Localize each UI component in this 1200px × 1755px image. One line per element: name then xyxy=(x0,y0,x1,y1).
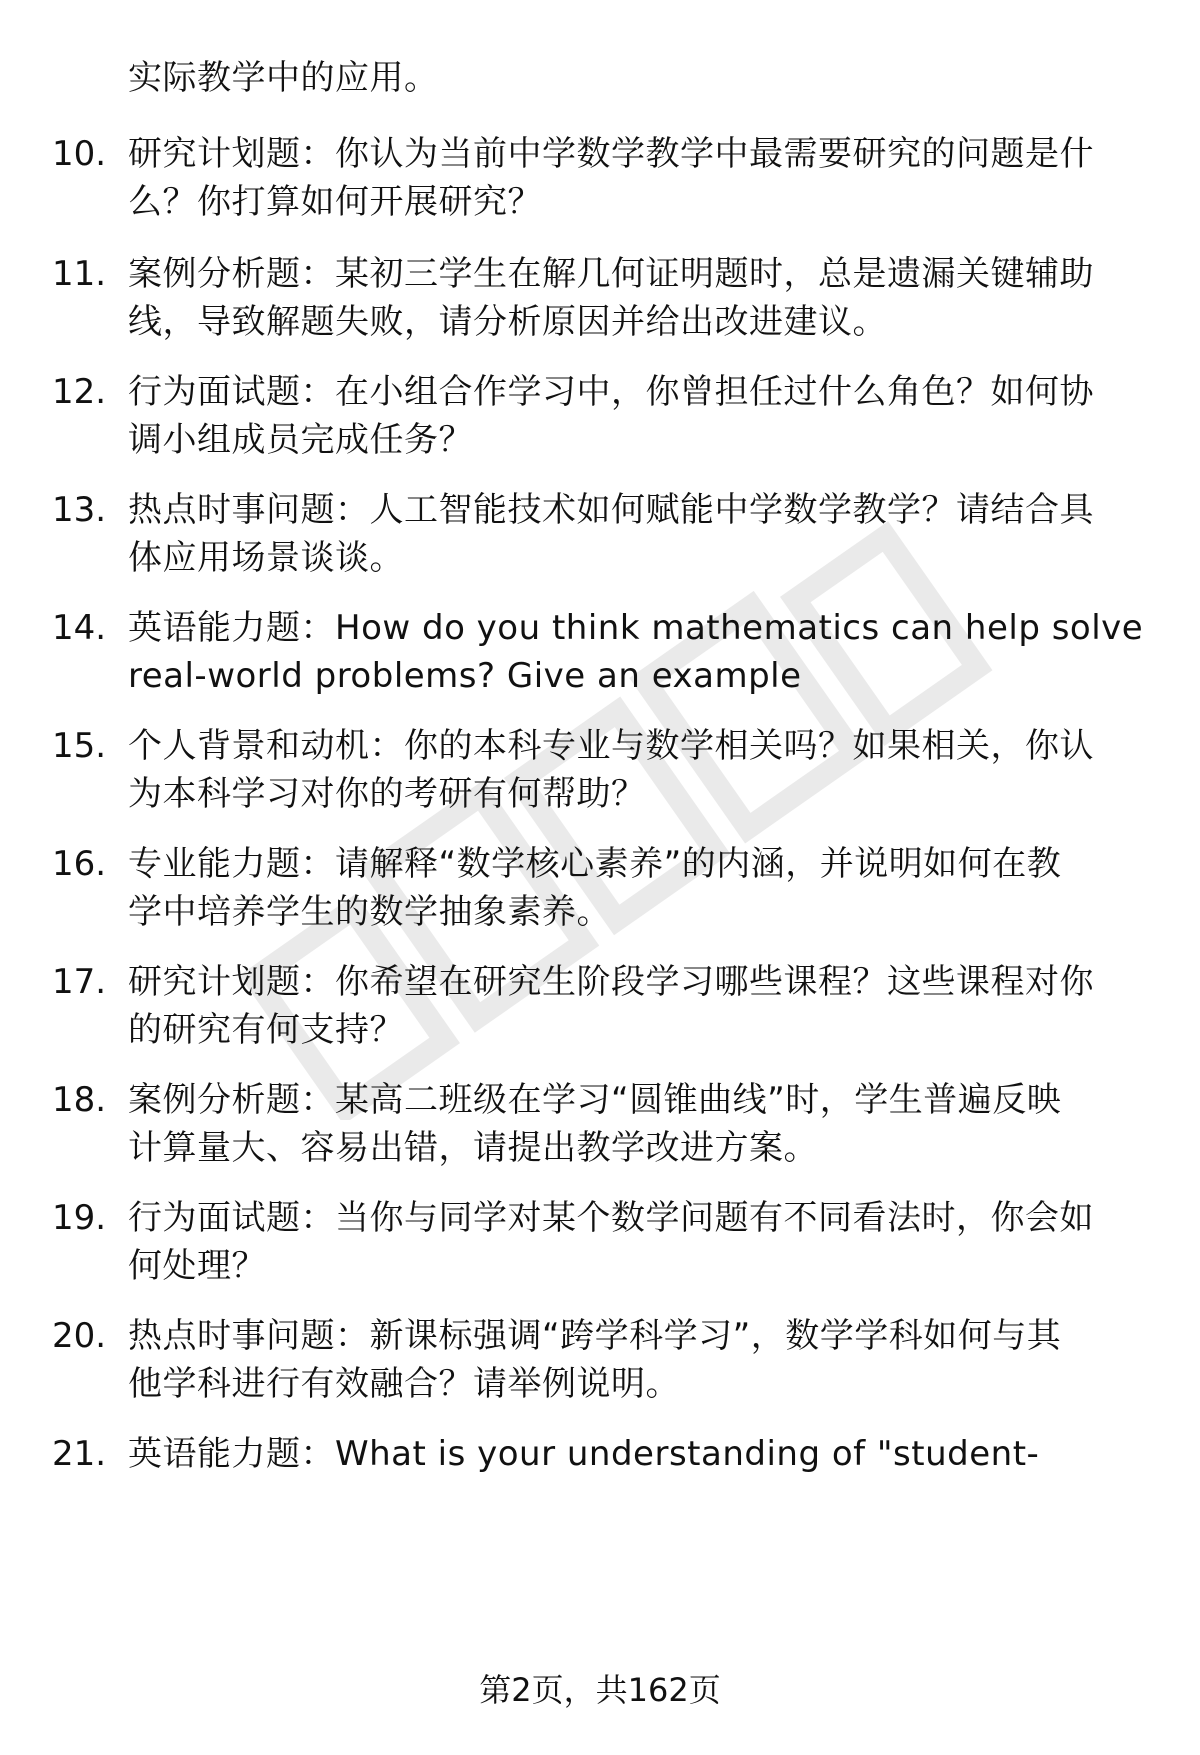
item-text-line: 研究计划题：你认为当前中学数学教学中最需要研究的问题是什 xyxy=(128,134,1094,174)
list-item-12 xyxy=(0,368,1200,464)
item-number: 10. xyxy=(52,134,107,174)
item-text-line: 线，导致解题失败，请分析原因并给出改进建议。 xyxy=(128,302,887,342)
item-text-line: 热点时事问题：人工智能技术如何赋能中学数学教学？请结合具 xyxy=(128,490,1094,530)
list-item-18 xyxy=(0,1076,1200,1172)
item-number: 14. xyxy=(52,608,107,648)
list-item-15 xyxy=(0,722,1200,818)
item-text-line: 的研究有何支持？ xyxy=(128,1010,404,1050)
item-text-line: 个人背景和动机：你的本科专业与数学相关吗？如果相关，你认 xyxy=(128,726,1094,766)
list-item-21 xyxy=(0,1430,1200,1478)
item-number: 21. xyxy=(52,1434,107,1474)
intro-continuation-text: 实际教学中的应用。 xyxy=(128,58,439,98)
item-text-line: 热点时事问题：新课标强调“跨学科学习”，数学学科如何与其 xyxy=(128,1316,1062,1356)
item-text-line: 为本科学习对你的考研有何帮助？ xyxy=(128,774,646,814)
list-item-13 xyxy=(0,486,1200,582)
item-text-line: 行为面试题：在小组合作学习中，你曾担任过什么角色？如何协 xyxy=(128,372,1094,412)
item-text-line: 英语能力题：How do you think mathematics can help solve xyxy=(128,608,1144,648)
list-item-10 xyxy=(0,130,1200,226)
item-text-line: 行为面试题：当你与同学对某个数学问题有不同看法时，你会如 xyxy=(128,1198,1094,1238)
item-text-line: 英语能力题：What is your understanding of "student- xyxy=(128,1434,1040,1474)
item-number: 18. xyxy=(52,1080,107,1120)
list-item-17 xyxy=(0,958,1200,1054)
item-text-line: 他学科进行有效融合？请举例说明。 xyxy=(128,1364,680,1404)
page-footer: 第2页，共162页 xyxy=(479,1671,721,1709)
item-text-line: 么？你打算如何开展研究？ xyxy=(128,182,542,222)
list-item-19 xyxy=(0,1194,1200,1290)
item-text-line: 计算量大、容易出错，请提出教学改进方案。 xyxy=(128,1128,818,1168)
item-text-line: 调小组成员完成任务？ xyxy=(128,420,473,460)
item-number: 19. xyxy=(52,1198,107,1238)
item-text-line: 体应用场景谈谈。 xyxy=(128,538,404,578)
list-item-11 xyxy=(0,250,1200,346)
list-item-20 xyxy=(0,1312,1200,1408)
item-text-line: 案例分析题：某高二班级在学习“圆锥曲线”时，学生普遍反映 xyxy=(128,1080,1062,1120)
item-text-line: 研究计划题：你希望在研究生阶段学习哪些课程？这些课程对你 xyxy=(128,962,1094,1002)
item-text-line: 何处理？ xyxy=(128,1246,266,1286)
item-number: 11. xyxy=(52,254,107,294)
item-number: 13. xyxy=(52,490,107,530)
item-text-line: 案例分析题：某初三学生在解几何证明题时，总是遗漏关键辅助 xyxy=(128,254,1094,294)
item-number: 12. xyxy=(52,372,107,412)
item-text-line: 专业能力题：请解释“数学核心素养”的内涵，并说明如何在教 xyxy=(128,844,1062,884)
item-text-line: real-world problems? Give an example xyxy=(128,656,802,696)
item-number: 17. xyxy=(52,962,107,1002)
item-number: 15. xyxy=(52,726,107,766)
item-number: 16. xyxy=(52,844,107,884)
item-text-line: 学中培养学生的数学抽象素养。 xyxy=(128,892,611,932)
list-item-16 xyxy=(0,840,1200,936)
list-item-14 xyxy=(0,604,1200,700)
item-number: 20. xyxy=(52,1316,107,1356)
